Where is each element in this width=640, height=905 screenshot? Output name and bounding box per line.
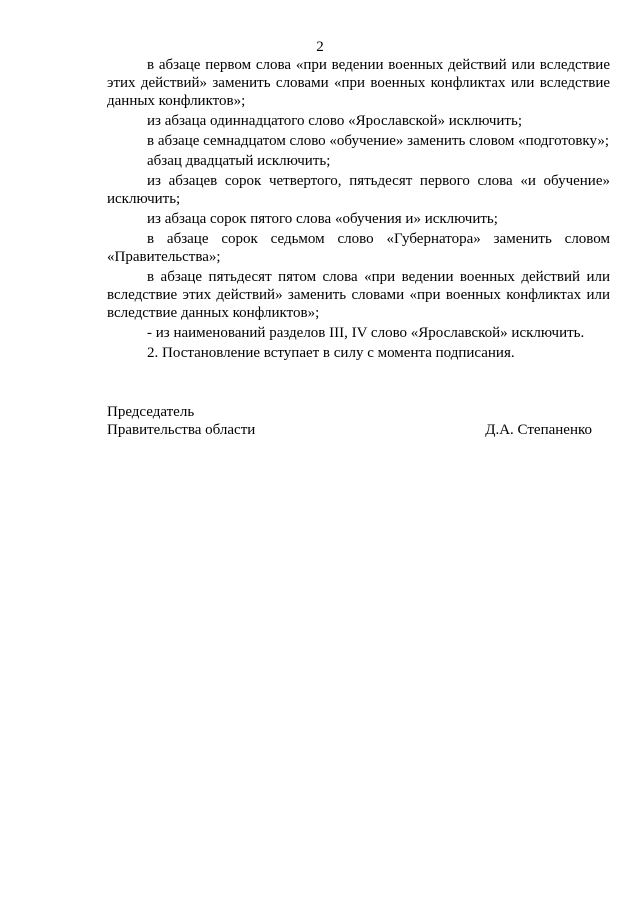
signature-title-line-2 (107, 421, 592, 439)
page-number: 2 (316, 39, 324, 55)
paragraph-10: 2. Постановление вступает в силу с момента подписания. (147, 345, 515, 361)
signatory-name: Д.А. Степаненко (485, 422, 592, 438)
paragraph-1: в абзаце первом слова «при ведении военных действий или вследствие этих действий» заменить словами «при военных конфликтах или вследствие данных конфликтов»; (107, 57, 610, 109)
paragraph-8: в абзаце пятьдесят пятом слова «при ведении военных действий или вследствие этих действий» заменить словами «при военных конфликтах или вследствие данных конфликтов»; (107, 269, 610, 321)
paragraph-9: - из наименований разделов III, IV слово «Ярославской» исключить. (147, 325, 585, 341)
paragraph-2: из абзаца одиннадцатого слово «Ярославской» исключить; (147, 113, 522, 129)
signature-title-line-1 (107, 403, 592, 421)
paragraph-6: из абзаца сорок пятого слова «обучения и» исключить; (147, 211, 498, 227)
paragraph-5: из абзацев сорок четвертого, пятьдесят первого слова «и обучение» исключить; (107, 173, 610, 207)
signatory-position: Председатель (107, 404, 195, 420)
signature-block (107, 403, 592, 439)
paragraph-4: абзац двадцатый исключить; (147, 153, 331, 169)
signatory-organization: Правительства области (107, 422, 256, 438)
document-body (107, 56, 610, 364)
paragraph-3: в абзаце семнадцатом слово «обучение» заменить словом «подготовку»; (147, 133, 610, 149)
paragraph-7: в абзаце сорок седьмом слово «Губернатора» заменить словом «Правительства»; (107, 231, 610, 265)
